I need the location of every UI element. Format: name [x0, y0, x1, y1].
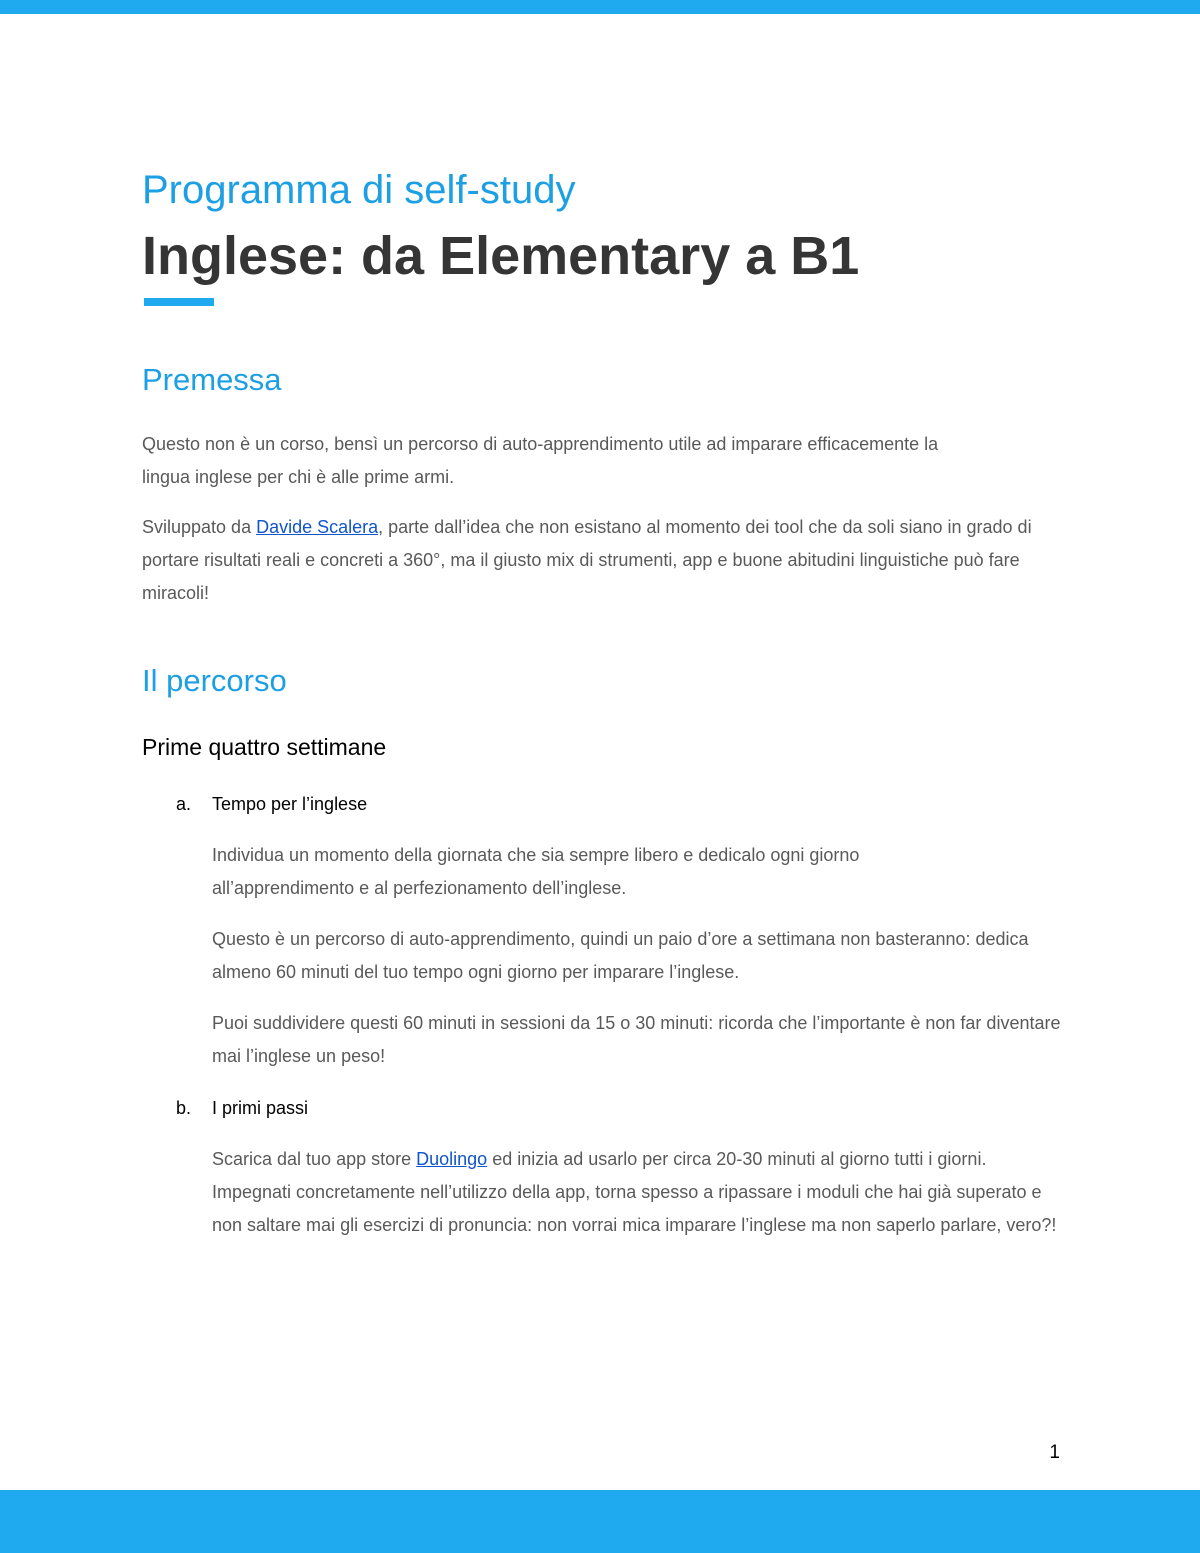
title-underline-rule — [144, 298, 214, 306]
document-subtitle: Programma di self-study — [142, 168, 576, 212]
primi-passi-lead: Scarica dal tuo app store — [212, 1149, 417, 1169]
list-marker-b: b. — [176, 1098, 192, 1118]
section-heading-premessa: Premessa — [142, 362, 282, 397]
premessa-paragraph-1: Questo non è un corso, bensì un percorso di auto-apprendimento utile ad imparare efficacemente la lingua inglese per chi è alle prime armi. — [142, 434, 939, 487]
section-heading-percorso: Il percorso — [142, 663, 287, 698]
premessa-paragraph-2 — [142, 511, 1042, 610]
bottom-accent-bar — [0, 1490, 1200, 1553]
tempo-paragraph-3: Puoi suddividere questi 60 minuti in sessioni da 15 o 30 minuti: ricorda che l’importante è non far diventare mai l’inglese un peso! — [212, 1013, 1061, 1066]
page-number: 1 — [1049, 1442, 1060, 1463]
davide-scalera-link[interactable]: Davide Scalera — [256, 517, 379, 537]
list-item-title-primi-passi: I primi passi — [212, 1098, 309, 1118]
duolingo-link[interactable]: Duolingo — [416, 1149, 488, 1169]
document-title: Inglese: da Elementary a B1 — [142, 226, 860, 286]
primi-passi-paragraph — [212, 1143, 1062, 1242]
subheading-prime-quattro-settimane: Prime quattro settimane — [142, 734, 387, 760]
tempo-paragraph-1: Individua un momento della giornata che sia sempre libero e dedicalo ogni giorno all’apprendimento e al perfezionamento dell’inglese. — [212, 845, 860, 898]
tempo-paragraph-2: Questo è un percorso di auto-apprendimento, quindi un paio d’ore a settimana non basteranno: dedica almeno 60 minuti del tuo tempo ogni giorno per imparare l’inglese. — [212, 929, 1029, 982]
top-accent-bar — [0, 0, 1200, 14]
list-marker-a: a. — [176, 794, 192, 814]
primi-passi-rest: ed inizia ad usarlo per circa 20-30 minuti al giorno tutti i giorni. Impegnati concretamente nell’utilizzo della app, torna spesso a ripassare i moduli che hai già superato e non saltare mai gli esercizi di pronuncia: non vorrai mica imparare l’inglese ma non saperlo parlare, vero?! — [212, 1149, 1057, 1235]
premessa-paragraph-2-lead: Sviluppato da — [142, 517, 257, 537]
premessa-paragraph-2-rest: , parte dall’idea che non esistano al momento dei tool che da soli siano in grado di portare risultati reali e concreti a 360°, ma il giusto mix di strumenti, app e buone abitudini linguistiche può fare miracoli! — [142, 517, 1032, 603]
list-item-title-tempo: Tempo per l’inglese — [212, 794, 368, 814]
